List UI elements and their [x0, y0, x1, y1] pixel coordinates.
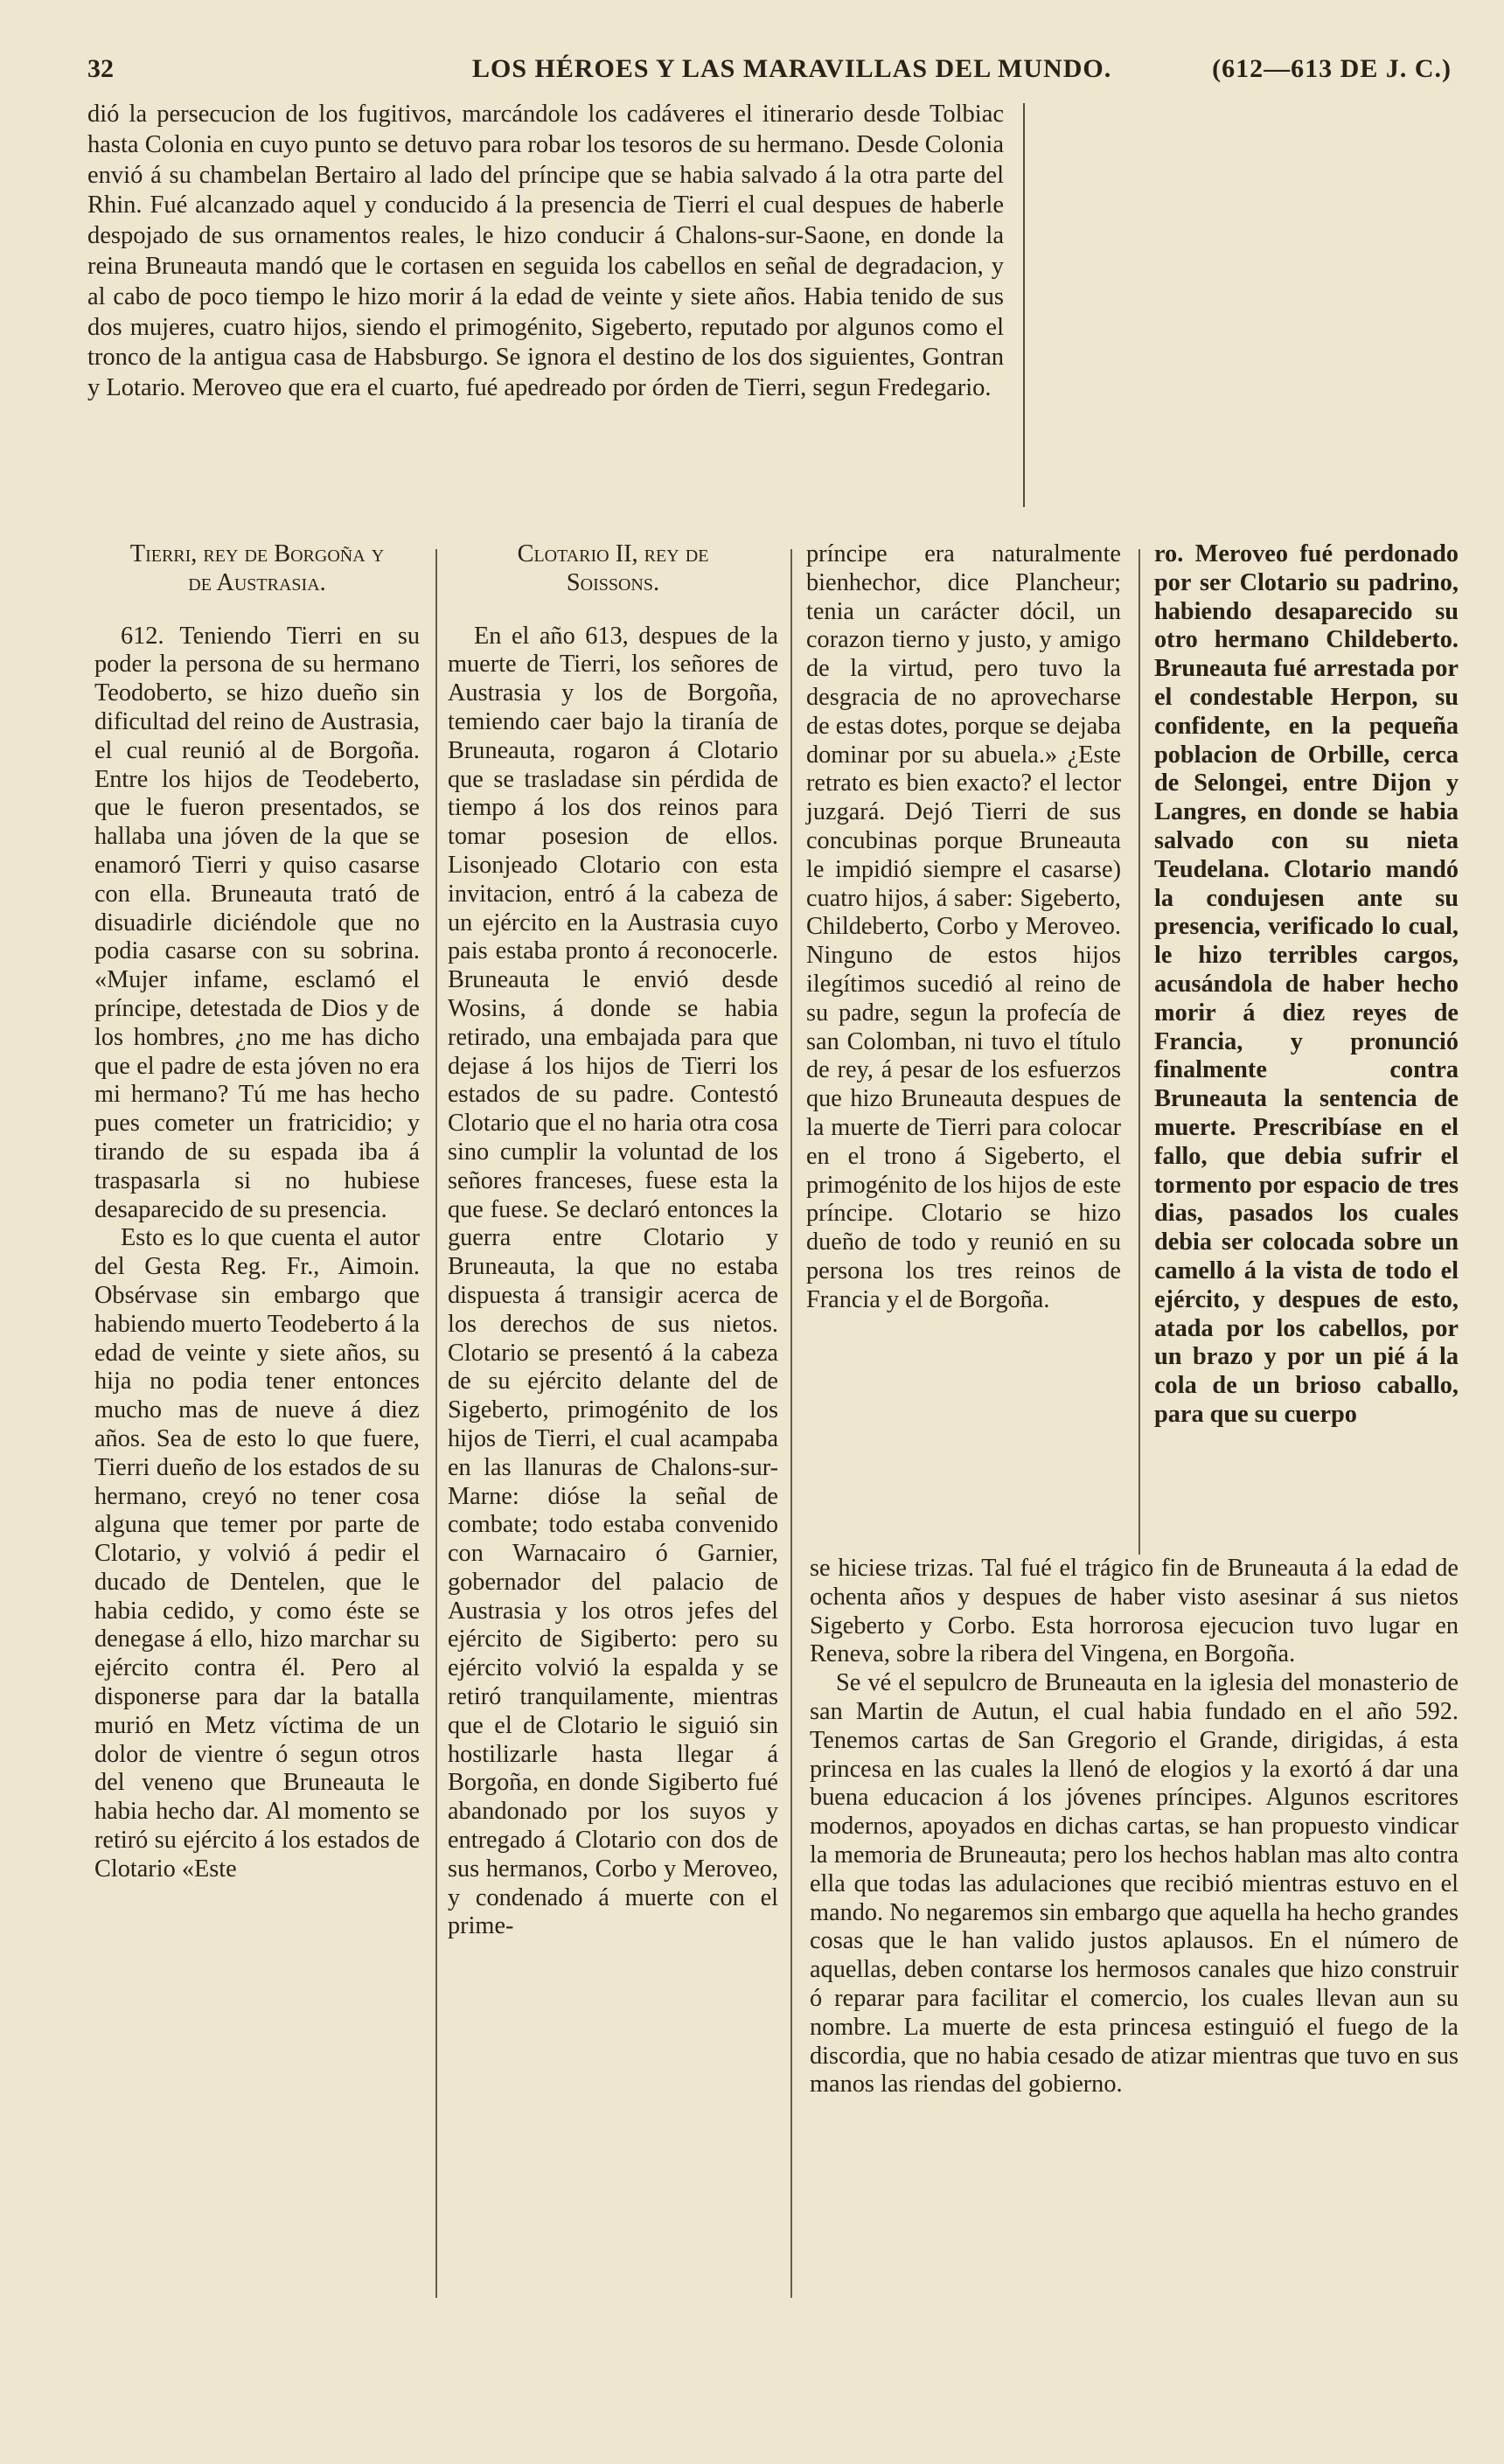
paragraph: Esto es lo que cuenta el autor del Gesta Reg. Fr., Aimoin. Obsérvase sin embargo que habiendo muerto Teodeberto á la edad de veinte y siete años, su hija no podia tener entonces mucho mas de nueve á diez años. Sea de esto lo que fuere, Tierri dueño de los estados de su hermano, creyó no tener cosa alguna que temer por parte de Clotario, y volvió á pedir el ducado de Dentelen, que le habia cedido, y como éste se denegase á ello, hizo marchar su ejército contra él. Pero al disponerse para dar la batalla murió en Metz víctima de un dolor de vientre ó segun otros del veneno que Bruneauta le habia hecho dar. Al momento se retiró su ejército á los estados de Clotario «Este	[94, 1224, 420, 1883]
section-title-line: Tierri, rey de Borgoña y	[129, 540, 385, 567]
column-1	[94, 540, 420, 1884]
running-title: LOS HÉROES Y LAS MARAVILLAS DEL MUNDO.	[472, 54, 1112, 83]
column-3	[806, 540, 1121, 1315]
running-header	[87, 54, 1452, 96]
paragraph: Se vé el sepulcro de Bruneauta en la iglesia del monasterio de san Martin de Autun, el cual habia fundado en el año 592. Tenemos cartas de San Gregorio el Grande, dirigidas, á esta princesa en las cuales la llenó de elogios y la exortó á dar una buena educacion á los jóvenes príncipes. Algunos escritores modernos, apoyados en dichas cartas, se han propuesto vindicar la memoria de Bruneauta; pero los hechos hablan mas alto contra ella que todas las adulaciones que recibió mientras estuvo en el mando. No negaremos sin embargo que aquella ha hecho grandes cosas que le han valido justos aplausos. En el número de aquellas, deben contarse los hermosos canales que hizo construir ó reparar para facilitar el comercio, los cuales llevan aun su nombre. La muerte de esta princesa estinguió el fuego de la discordia, que no habia cesado de atizar mientras que tuvo en sus manos las riendas del gobierno.	[810, 1669, 1459, 2099]
date-range: (612—613 DE J. C.)	[1212, 54, 1452, 83]
paragraph: se hiciese trizas. Tal fué el trágico fin de Bruneauta á la edad de ochenta años y despues de haber visto asesinar á sus nietos Sigeberto y Corbo. Esta horrorosa ejecucion tuvo lugar en Reneva, sobre la ribera del Vingena, en Borgoña.	[810, 1555, 1459, 1668]
section-title-line: de Austrasia.	[188, 568, 326, 596]
paragraph: ro. Meroveo fué perdonado por ser Clotario su padrino, habiendo desaparecido su otro hermano Childeberto. Bruneauta fué arrestada por el condestable Herpon, su confidente, en la pequeña poblacion de Orbille, cerca de Selongei, entre Dijon y Langres, en donde se habia salvado con su nieta Teudelana. Clotario mandó la condujesen ante su presencia, verificado lo cual, le hizo terribles cargos, acusándola de haber hecho morir á diez reyes de Francia, y pronunció finalmente contra Bruneauta la sentencia de muerte. Prescribíase en el fallo, que debia sufrir el tormento por espacio de tres dias, pasados los cuales debia ser colocada sobre un camello á la vista de todo el ejército, y despues de esto, atada por los cabellos, por un brazo y por un pié á la cola de un brioso caballo, para que su cuerpo	[1154, 540, 1459, 1428]
column-rule-3	[1138, 549, 1140, 1555]
column-2	[448, 540, 778, 1941]
column-rule-1	[435, 549, 437, 2298]
page-number: 32	[87, 54, 114, 83]
section-title-line: Clotario II, rey de	[517, 540, 709, 567]
intro-text: dió la persecucion de los fugitivos, marcándole los cadáveres el itinerario desde Tolbiac hasta Colonia en cuyo punto se detuvo para robar los tesoros de su hermano. Desde Colonia envió á su chambelan Bertairo al lado del príncipe que se habia salvado á la otra parte del Rhin. Fué alcanzado aquel y conducido á la presencia de Tierri el cual despues de haberle despojado de sus ornamentos reales, le hizo conducir á Chalons-sur-Saone, en donde la reina Bruneauta mandó que le cortasen en seguida los cabellos en señal de degradacion, y al cabo de poco tiempo le hizo morir á la edad de veinte y siete años. Habia tenido de sus dos mujeres, cuatro hijos, siendo el primogénito, Sigeberto, reputado por algunos como el tronco de la antigua casa de Habsburgo. Se ignora el destino de los dos siguientes, Gontran y Lotario. Meroveo que era el cuarto, fué apedreado por órden de Tierri, segun Fredegario.	[87, 101, 1004, 402]
paragraph: En el año 613, despues de la muerte de Tierri, los señores de Austrasia y los de Borgoña, temiendo caer bajo la tiranía de Bruneauta, rogaron á Clotario que se trasladase sin pérdida de tiempo á los dos reinos para tomar posesion de ellos. Lisonjeado Clotario con esta invitacion, entró á la cabeza de un ejército en la Austrasia cuyo pais estaba pronto á reconocerle. Bruneauta le envió desde Wosins, á donde se habia retirado, una embajada para que dejase á los hijos de Tierri los estados de su padre. Contestó Clotario que el no haria otra cosa sino cumplir la voluntad de los señores franceses, fuese esta la que fuese. Se declaró entonces la guerra entre Clotario y Bruneauta, la que no estaba dispuesta á transigir acerca de los derechos de sus nietos. Clotario se presentó á la cabeza de su ejército delante del de Sigeberto, primogénito de los hijos de Tierri, el cual acampaba en las llanuras de Chalons-sur-Marne: dióse la señal de combate; todo estaba convenido con Warnacairo ó Garnier, gobernador del palacio de Austrasia y los otros jefes del ejército de Sigiberto: pero su ejército volvió la espalda y se retiró tranquilamente, mientras que el de Clotario le siguió sin hostilizarle hasta llegar á Borgoña, en donde Sigiberto fué abandonado por los suyos y entregado á Clotario con dos de sus hermanos, Corbo y Meroveo, y condenado á muerte con el prime-	[448, 622, 778, 1940]
section-title-line: Soissons.	[566, 568, 660, 596]
section-title-tierri	[94, 540, 420, 598]
bottom-wide-column	[810, 1555, 1459, 2099]
column-4	[1154, 540, 1459, 1430]
paragraph: 612. Teniendo Tierri en su poder la persona de su hermano Teodoberto, se hizo dueño sin dificultad del reino de Austrasia, el cual reunió al de Borgoña. Entre los hijos de Teodeberto, que le fueron presentados, se hallaba una jóven de la que se enamoró Tierri y quiso casarse con ella. Bruneauta trató de disuadirle diciéndole que no podia casarse con su sobrina. «Mujer infame, esclamó el príncipe, detestada de Dios y de los hombres, ¿no me has dicho que el padre de esta jóven no era mi hermano? Tú me has hecho pues cometer un fratricidio; y tirando de su espada iba á traspasarla si no hubiese desaparecido de su presencia.	[94, 622, 420, 1223]
section-title-clotario	[448, 540, 778, 598]
column-rule-2	[790, 549, 792, 2298]
intro-paragraph	[87, 100, 1004, 404]
intro-column-rule	[1023, 103, 1025, 507]
paragraph: príncipe era naturalmente bienhechor, dice Plancheur; tenia un carácter dócil, un corazon tierno y justo, y amigo de la virtud, pero tuvo la desgracia de no aprovecharse de estas dotes, porque se dejaba dominar por su abuela.» ¿Este retrato es bien exacto? el lector juzgará. Dejó Tierri de sus concubinas porque Bruneauta le impidió siempre el casarse) cuatro hijos, á saber: Sigeberto, Childeberto, Corbo y Meroveo. Ninguno de estos hijos ilegítimos sucedió al reino de su padre, segun la profecía de san Colomban, ni tuvo el título de rey, á pesar de los esfuerzos que hizo Bruneauta despues de la muerte de Tierri para colocar en el trono á Sigeberto, el primogénito de los hijos de este príncipe. Clotario se hizo dueño de todo y reunió en su persona los tres reinos de Francia y el de Borgoña.	[806, 540, 1121, 1313]
